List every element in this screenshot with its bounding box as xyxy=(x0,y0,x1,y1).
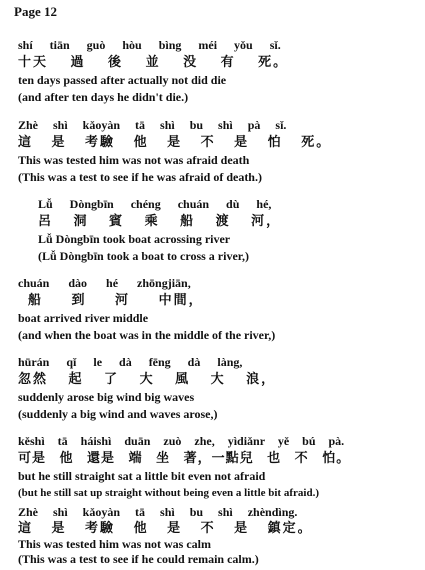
pinyin-line: Lǚ Dòngbīn chéng chuán dù hé, xyxy=(38,197,272,211)
translation-line: (and when the boat was in the middle of the river,) xyxy=(18,328,276,342)
hanzi-line: 可是 他 還是 端 坐 著，一點兒 也 不 怕。 xyxy=(18,451,351,466)
hanzi-line: 呂 洞 賓 乘 船 渡 河， xyxy=(38,214,282,229)
gloss-line: ten days passed after actually not did die xyxy=(18,73,227,87)
page-number: Page 12 xyxy=(14,4,57,19)
gloss-line: suddenly arose big wind big waves xyxy=(18,390,195,404)
pinyin-line: shí tiān guò hòu bìng méi yǒu sǐ. xyxy=(18,38,281,52)
translation-line: (This was a test to see if he was afraid of death.) xyxy=(18,170,262,184)
hanzi-line: 船 到 河 中間， xyxy=(28,293,204,308)
translation-line: (suddenly a big wind and waves arose,) xyxy=(18,407,218,421)
gloss-line: This was tested him was not was calm xyxy=(18,537,212,551)
gloss-line: boat arrived river middle xyxy=(18,311,149,325)
hanzi-line: 十天 過 後 並 没 有 死。 xyxy=(18,55,289,70)
translation-line: (and after ten days he didn't die.) xyxy=(18,90,189,104)
pinyin-line: chuán dào hé zhōngjiān, xyxy=(18,276,191,290)
translation-line: (This was a test to see if he could remain calm.) xyxy=(18,552,259,566)
gloss-line: Lǚ Dòngbīn took boat acrossing river xyxy=(38,232,231,246)
hanzi-line: 忽然 起 了 大 風 大 浪， xyxy=(18,372,277,387)
gloss-line: This was tested him was not was afraid death xyxy=(18,153,250,167)
gloss-line: but he still straight sat a little bit even not afraid xyxy=(18,469,266,483)
pinyin-line: Zhè shì kǎoyàn tā shì bu shì pà sǐ. xyxy=(18,118,287,132)
pinyin-line: Zhè shì kǎoyàn tā shì bu shì zhèndìng. xyxy=(18,505,298,519)
hanzi-line: 這 是 考驗 他 是 不 是 鎮定。 xyxy=(18,521,313,536)
translation-line: (Lǚ Dòngbīn took a boat to cross a river,) xyxy=(38,249,250,263)
pinyin-line: kěshì tā háishì duān zuò zhe, yìdiǎnr yě bú pà. xyxy=(18,434,345,448)
hanzi-line: 這 是 考驗 他 是 不 是 怕 死。 xyxy=(18,135,332,150)
translation-line: (but he still sat up straight without being even a little bit afraid.) xyxy=(18,487,319,499)
pinyin-line: hūrán qǐ le dà fēng dà làng, xyxy=(18,355,243,369)
